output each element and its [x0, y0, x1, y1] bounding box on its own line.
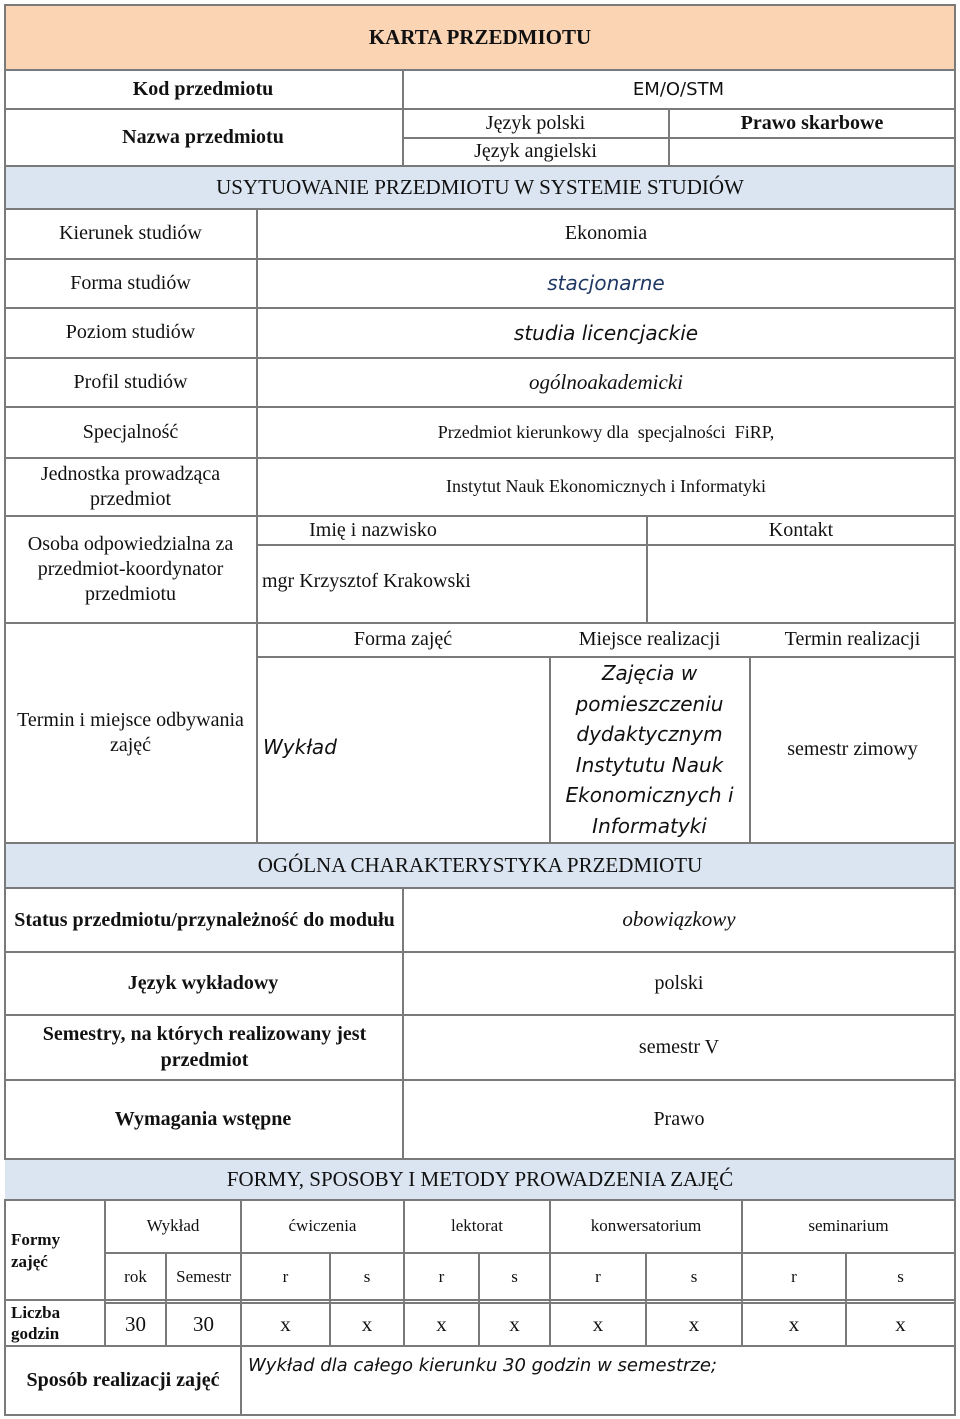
type-lectorate: lektorat — [451, 1216, 503, 1235]
coordinator-name-header: Imię i nazwisko — [309, 518, 437, 541]
subheader-r: r — [791, 1267, 797, 1286]
subheader-s: s — [511, 1267, 518, 1286]
study-form-label: Forma studiów — [70, 271, 191, 294]
study-level-value: studia licencjackie — [513, 320, 699, 345]
type-seminar: seminarium — [808, 1216, 889, 1235]
lang-en-label: Język angielski — [474, 140, 597, 162]
hours-cell: x — [509, 1312, 520, 1336]
schedule-form-header: Forma zajęć — [353, 628, 453, 650]
hours-cell: x — [436, 1312, 447, 1336]
field-of-study-value: Ekonomia — [564, 222, 648, 244]
hours-cell: x — [895, 1312, 906, 1336]
subheader-semester: Semestr — [176, 1267, 231, 1286]
hours-cell: x — [788, 1312, 800, 1336]
unit-label: Jednostka prowadząca przedmiot — [40, 462, 221, 510]
hours-cell: 30 — [125, 1312, 146, 1336]
code-value: EM/O/STM — [632, 78, 725, 100]
subheader-s: s — [690, 1267, 698, 1286]
hours-cell: x — [592, 1312, 604, 1336]
subheader-r: r — [595, 1267, 601, 1286]
coordinator-name: mgr Krzysztof Krakowski — [262, 570, 471, 592]
unit-value: Instytut Nauk Ekonomicznych i Informatyki — [446, 476, 766, 496]
specialization-label: Specjalność — [82, 420, 179, 443]
mode-label: Sposób realizacji zajęć — [26, 1369, 220, 1391]
coordinator-contact-header: Kontakt — [768, 518, 834, 541]
coordinator-contact — [652, 570, 952, 598]
subheader-year: rok — [124, 1267, 147, 1286]
language-value: polski — [654, 971, 704, 994]
schedule-form-value: Wykład — [263, 735, 337, 759]
status-value: obowiązkowy — [622, 907, 736, 931]
subheader-r: r — [438, 1267, 445, 1286]
schedule-term-header: Termin realizacji — [784, 628, 921, 650]
language-label: Język wykładowy — [127, 971, 279, 994]
code-label: Kod przedmiotu — [132, 77, 274, 100]
forms-label: Formy zajęć — [11, 1230, 61, 1271]
type-conversatorium: konwersatorium — [590, 1216, 702, 1235]
hours-cell: 30 — [193, 1312, 214, 1336]
study-profile-label: Profil studiów — [73, 370, 188, 393]
schedule-term-value: semestr zimowy — [787, 738, 918, 760]
type-exercises: ćwiczenia — [288, 1216, 357, 1235]
hours-cell: x — [361, 1312, 373, 1336]
page-title: KARTA PRZEDMIOTU — [368, 24, 592, 49]
study-level-label: Poziom studiów — [65, 321, 196, 343]
schedule-place-value: Zajęcia w pomieszczeniu dydaktycznym Instytutu Nauk Ekonomicznych i Informatyki — [565, 661, 734, 838]
coordinator-label: Osoba odpowiedzialna za przedmiot-koordynator przedmiotu — [27, 532, 234, 605]
hours-cell: x — [280, 1312, 291, 1336]
subheader-s: s — [363, 1267, 371, 1286]
subject-name-pl: Prawo skarbowe — [740, 111, 884, 134]
hours-cell: x — [688, 1312, 700, 1336]
name-label: Nazwa przedmiotu — [122, 125, 284, 148]
hours-label: Liczba godzin — [11, 1303, 61, 1343]
subheader-s: s — [897, 1267, 904, 1286]
mode-value: Wykład dla całego kierunku 30 godzin w semestrze; — [248, 1355, 717, 1376]
subject-name-en — [670, 138, 954, 165]
prerequisites-value: Prawo — [653, 1107, 705, 1130]
field-of-study-label: Kierunek studiów — [59, 222, 202, 244]
general-heading: OGÓLNA CHARAKTERYSTYKA PRZEDMIOTU — [257, 852, 703, 877]
type-lecture: Wykład — [146, 1216, 200, 1235]
methods-heading: FORMY, SPOSOBY I METODY PROWADZENIA ZAJĘĆ — [226, 1166, 734, 1191]
study-profile-value: ogólnoakademicki — [529, 369, 683, 394]
specialization-value: Przedmiot kierunkowy dla specjalności FiRP, — [437, 421, 775, 442]
subheader-r: r — [282, 1267, 289, 1286]
placement-heading: USYTUOWANIE PRZEDMIOTU W SYSTEMIE STUDIÓW — [216, 174, 744, 199]
lang-pl-label: Język polski — [485, 111, 586, 134]
semesters-label: Semestry, na których realizowany jest przedmiot — [42, 1023, 367, 1071]
prerequisites-label: Wymagania wstępne — [114, 1107, 292, 1130]
schedule-place-header: Miejsce realizacji — [578, 628, 721, 650]
status-label: Status przedmiotu/przynależność do modułu — [14, 908, 395, 931]
study-form-value: stacjonarne — [547, 271, 665, 295]
semesters-value: semestr V — [638, 1035, 720, 1058]
schedule-label: Termin i miejsce odbywania zajęć — [17, 708, 244, 756]
